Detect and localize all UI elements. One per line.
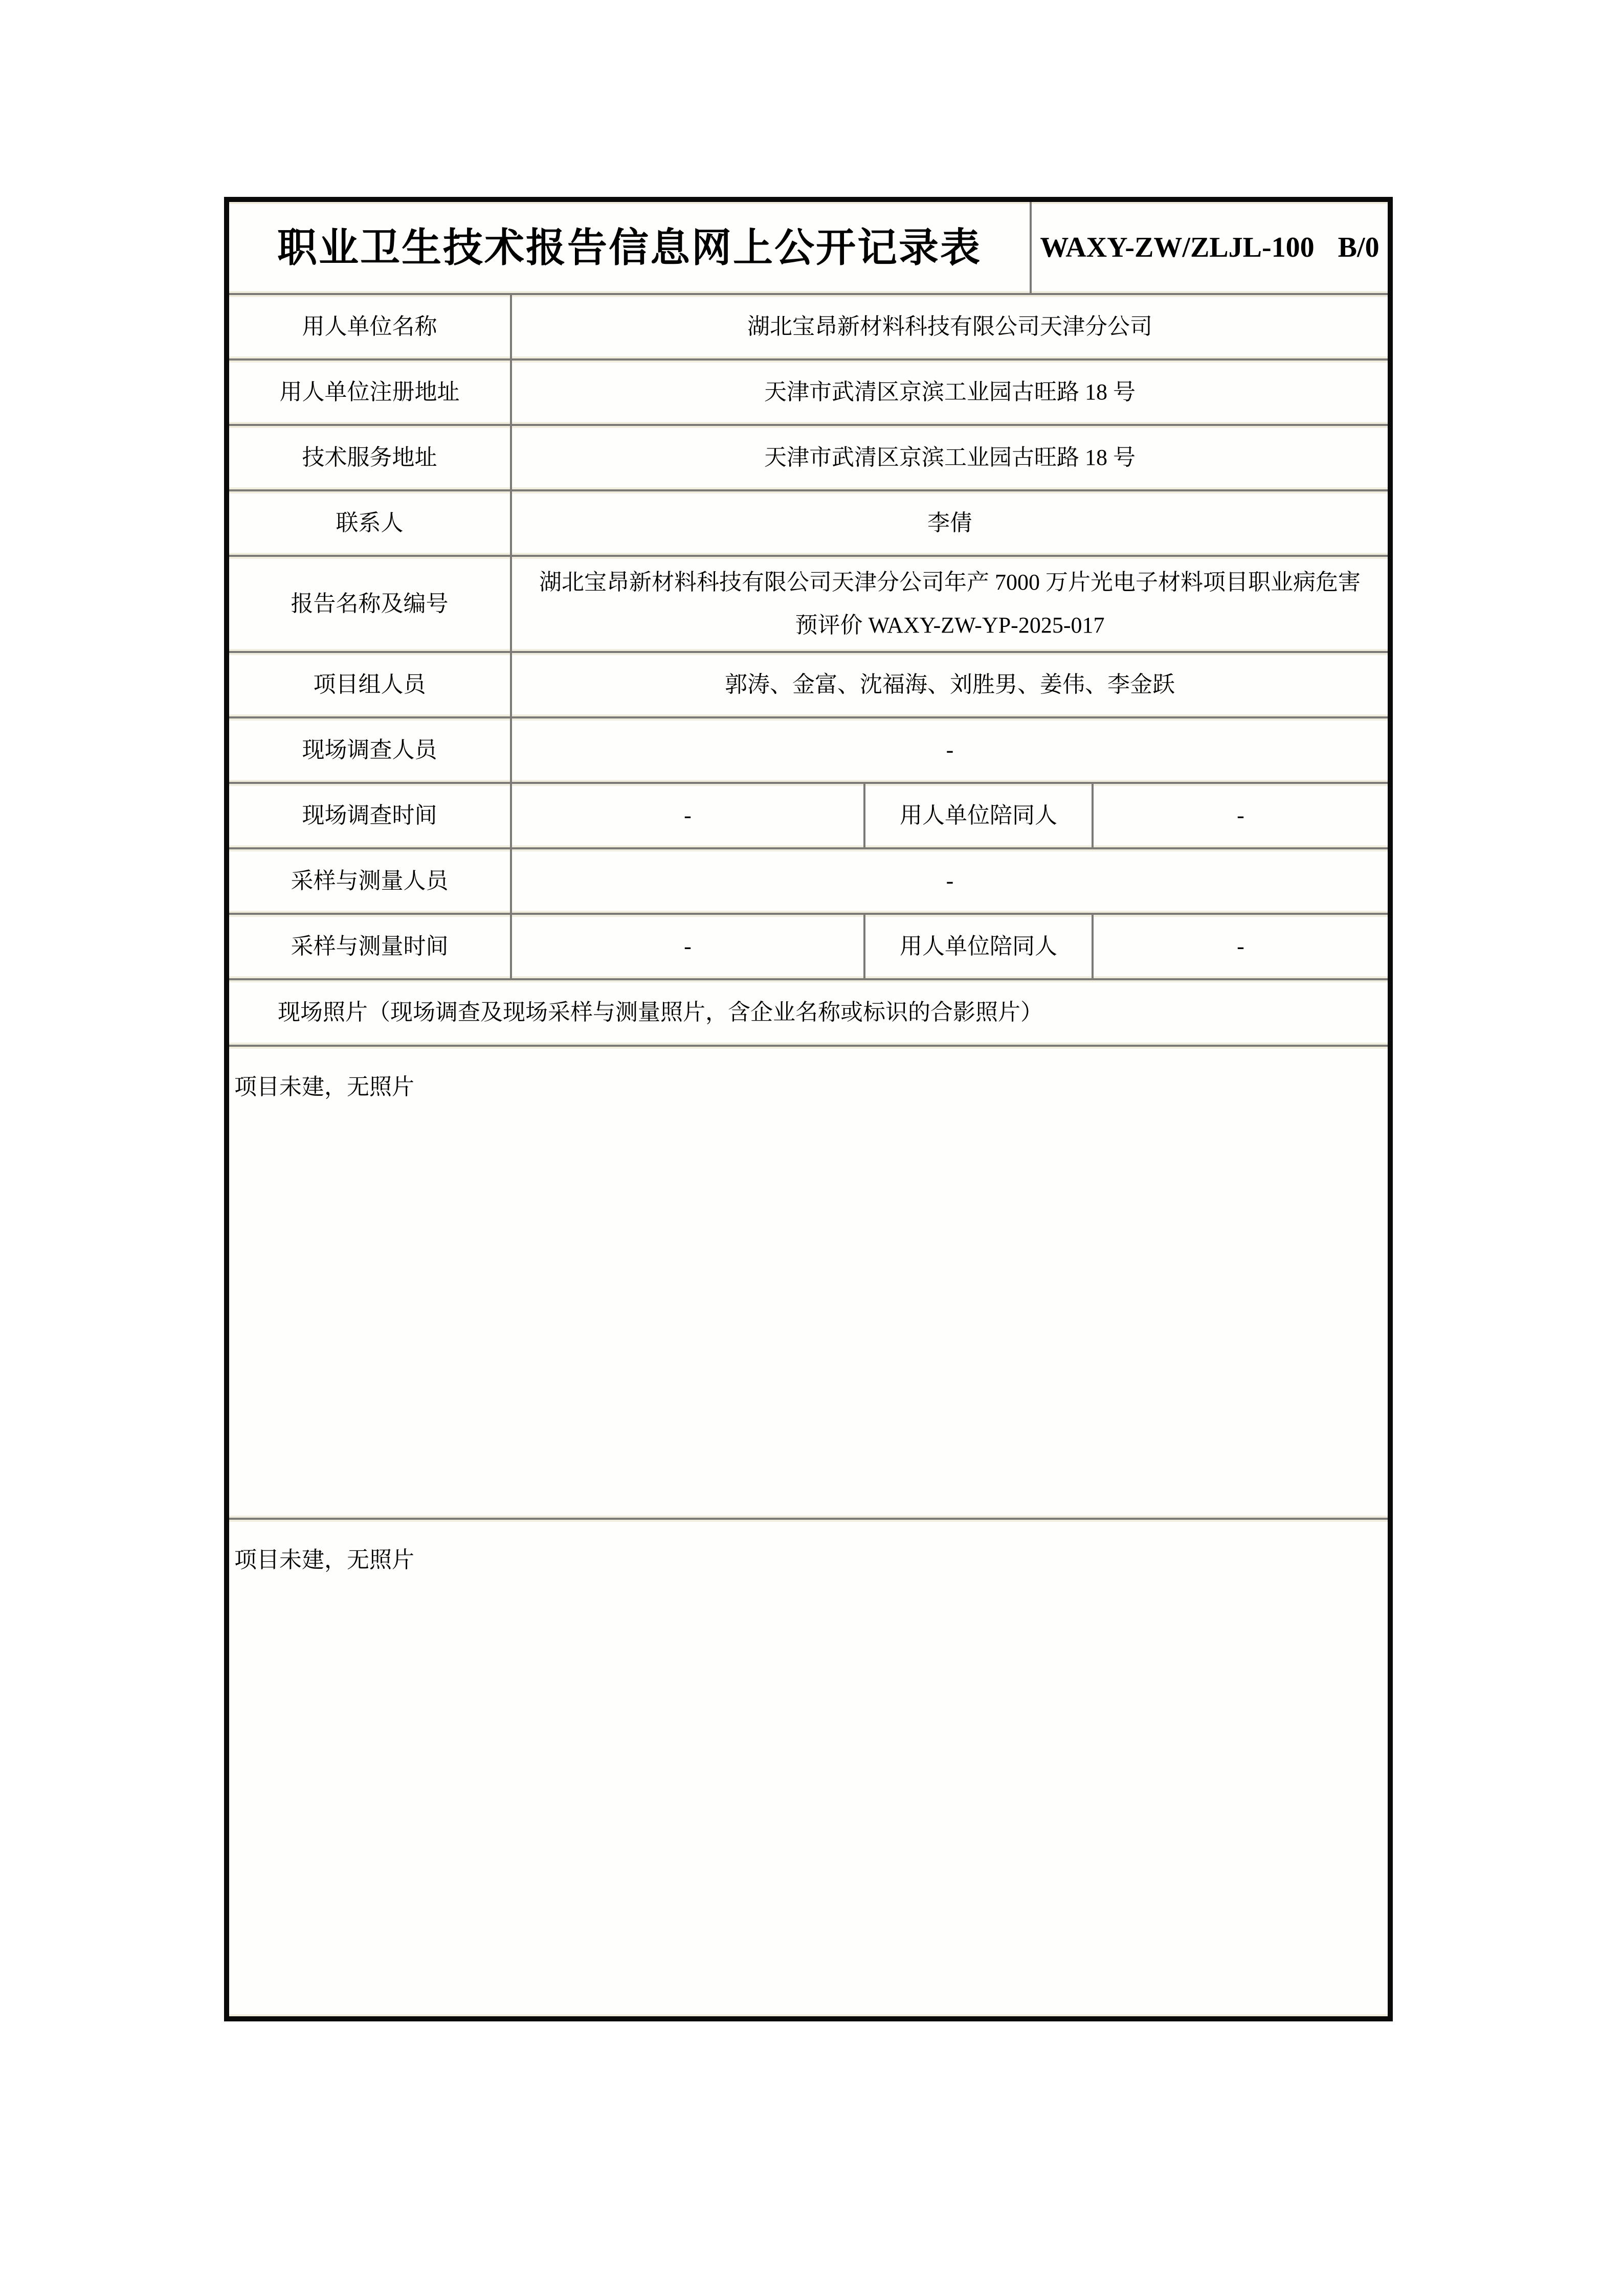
row-value: 湖北宝昂新材料科技有限公司天津分公司年产 7000 万片光电子材料项目职业病危害预评价 WAXY-ZW-YP-2025-017 [510,557,1388,651]
row-value: 天津市武清区京滨工业园古旺路 18 号 [510,426,1388,489]
row-label: 报告名称及编号 [229,557,510,651]
photo-header-label: 现场照片（现场调查及现场采样与测量照片，含企业名称或标识的合影照片） [229,980,1388,1045]
doc-revision: B/0 [1338,232,1380,263]
title-row [229,202,1388,293]
row-value: 郭涛、金富、沈福海、刘胜男、姜伟、李金跃 [510,653,1388,716]
photo-placeholder-note: 项目未建，无照片 [229,1047,1388,1518]
row-value: - [510,718,1388,782]
row-label: 项目组人员 [229,653,510,716]
doc-code-cell [1030,202,1388,293]
row-site-survey-time [229,782,1388,847]
doc-code: WAXY-ZW/ZLJL-100 [1040,232,1315,263]
row-report-name-number [229,555,1388,651]
row-value-accompany: - [1092,784,1388,847]
record-form-table [224,197,1393,2021]
row-label: 联系人 [229,491,510,555]
row-label: 现场调查时间 [229,784,510,847]
row-service-address [229,424,1388,489]
row-photo-header [229,978,1388,1045]
row-registered-address [229,358,1388,424]
row-project-team [229,651,1388,716]
row-label: 采样与测量时间 [229,915,510,978]
row-contact-person [229,489,1388,555]
row-label: 采样与测量人员 [229,849,510,913]
row-label: 技术服务地址 [229,426,510,489]
row-sampling-personnel [229,847,1388,913]
row-label: 现场调查人员 [229,718,510,782]
row-site-survey-personnel [229,716,1388,782]
row-label: 用人单位名称 [229,295,510,358]
photo-block-1 [229,1045,1388,1518]
row-value-accompany: - [1092,915,1388,978]
row-value: - [510,784,863,847]
row-value: 天津市武清区京滨工业园古旺路 18 号 [510,361,1388,424]
row-value: - [510,915,863,978]
photo-block-2 [229,1518,1388,2016]
row-sampling-time [229,913,1388,978]
row-label-accompany: 用人单位陪同人 [863,784,1092,847]
row-employer-name [229,293,1388,358]
photo-placeholder-note: 项目未建，无照片 [229,1520,1388,2016]
row-label-accompany: 用人单位陪同人 [863,915,1092,978]
row-value: 李倩 [510,491,1388,555]
row-value: 湖北宝昂新材料科技有限公司天津分公司 [510,295,1388,358]
row-label: 用人单位注册地址 [229,361,510,424]
row-value: - [510,849,1388,913]
form-title: 职业卫生技术报告信息网上公开记录表 [229,202,1030,293]
